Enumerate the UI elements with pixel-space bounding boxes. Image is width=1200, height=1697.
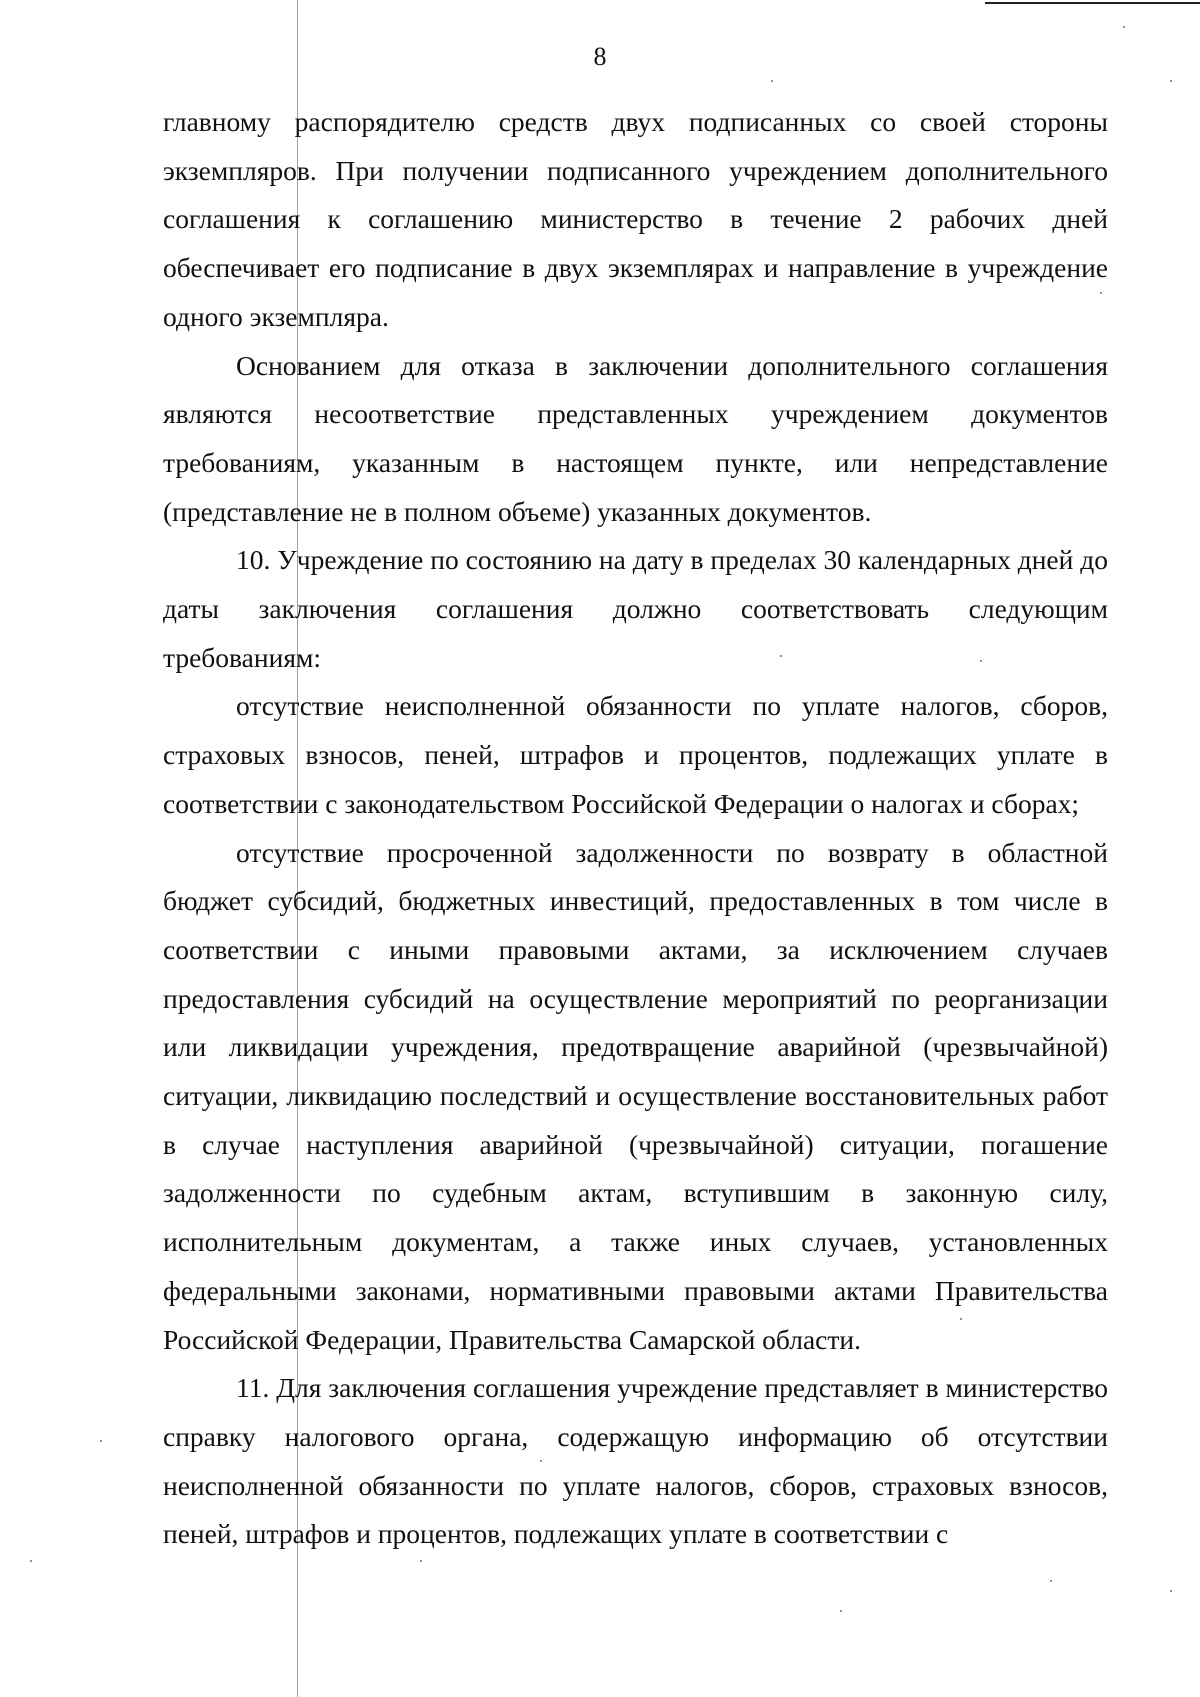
paragraph-refusal-grounds: Основанием для отказа в заключении дополнительного соглашения являются несоответствие представленных учреждением документов требованиям, указанным в настоящем пункте, или непредставление (представление не в полном объеме) указанных документов. [163, 349, 1108, 527]
paragraph-item-10: 10. Учреждение по состоянию на дату в пределах 30 календарных дней до даты заключения соглашения должно соответствовать следующим требованиям: [163, 544, 1108, 673]
paragraph-continuation: главному распорядителю средств двух подписанных со своей стороны экземпляров. При получении подписанного учреждением дополнительного соглашения к соглашению министерство в течение 2 рабочих дней обеспечивает его подписание в двух экземплярах и направление в учреждение одного экземпляра. [163, 106, 1108, 332]
scan-speck [1170, 80, 1172, 82]
scan-speck [420, 1560, 422, 1562]
scan-speck [771, 80, 773, 82]
scan-speck [1123, 26, 1125, 28]
scan-speck [100, 1440, 102, 1442]
top-edge-rule [985, 2, 1200, 4]
paragraph-item-11: 11. Для заключения соглашения учреждение представляет в министерство справку налогового органа, содержащую информацию об отсутствии неисполненной обязанности по уплате налогов, сборов, страховых взносов, пеней, штрафов и процентов, подлежащих уплате в соответствии с [163, 1372, 1108, 1550]
scan-speck [840, 1610, 842, 1612]
document-body [163, 98, 1108, 1559]
page-number: 8 [593, 42, 607, 71]
paragraph-debt-requirement: отсутствие просроченной задолженности по возврату в областной бюджет субсидий, бюджетных инвестиций, предоставленных в том числе в соответствии с иными правовыми актами, за исключением случаев предоставления субсидий на осуществление мероприятий по реорганизации или ликвидации учреждения, предотвращение аварийной (чрезвычайной) ситуации, ликвидацию последствий и осуществление восстановительных работ в случае наступления аварийной (чрезвычайной) ситуации, погашение задолженности по судебным актам, вступившим в законную силу, исполнительным документам, а также иных случаев, установленных федеральными законами, нормативными правовыми актами Правительства Российской Федерации, Правительства Самарской области. [163, 836, 1108, 1355]
scan-speck [1170, 1590, 1172, 1592]
scan-speck [1050, 1580, 1052, 1582]
scan-speck [30, 1560, 32, 1562]
paragraph-tax-requirement: отсутствие неисполненной обязанности по уплате налогов, сборов, страховых взносов, пеней, штрафов и процентов, подлежащих уплате в соответствии с законодательством Российской Федерации о налогах и сборах; [163, 690, 1108, 819]
